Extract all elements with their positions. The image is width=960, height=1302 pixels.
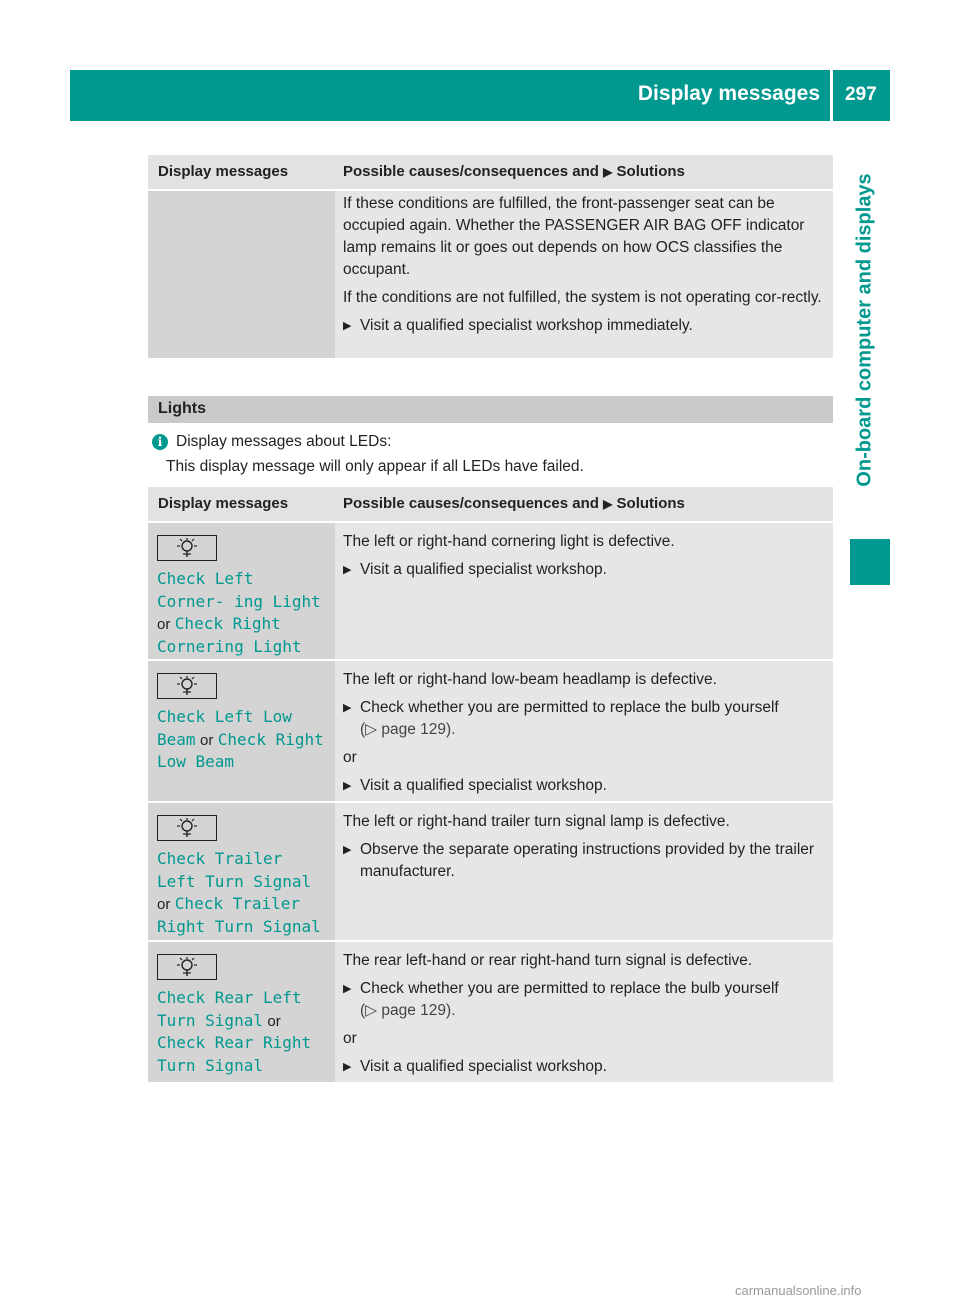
side-tab [840, 135, 890, 525]
step: ▶ Check whether you are permitted to replace the bulb yourself (▷ page 129). [343, 978, 825, 1022]
table-row [148, 801, 833, 940]
bulb-failure-icon [157, 673, 217, 699]
arrow-right-icon: ▶ [343, 1061, 352, 1073]
arrow-right-icon: ▶ [343, 320, 352, 332]
side-tab-label: On-board computer and displays [853, 173, 876, 487]
step: ▶ Visit a qualified specialist workshop. [343, 1056, 825, 1078]
arrow-right-icon: ▶ [603, 165, 613, 179]
header-bar [70, 70, 890, 121]
arrow-right-icon: ▶ [343, 564, 352, 576]
page-number: 297 [845, 84, 877, 105]
watermark: carmanualsonline.info [735, 1283, 862, 1298]
header-col-causes: Possible causes/consequences and ▶ Solutions [343, 163, 685, 180]
bulb-failure-icon [157, 535, 217, 561]
info-note-detail: This display message will only appear if all LEDs have failed. [166, 458, 584, 475]
paragraph: If these conditions are fulfilled, the front-passenger seat can be occupied again. Whether the PASSENGER AIR BAG OFF indicator lamp remains lit or goes out depends on how OCS classifies the occupant. [343, 195, 805, 278]
display-message: Check Rear Left Turn Signal or Check Rear Right Turn Signal [157, 988, 312, 1075]
display-message: Check Left Low Beam or Check Right Low Beam [157, 707, 324, 771]
arrow-right-icon: ▶ [343, 780, 352, 792]
paragraph: If the conditions are not fulfilled, the system is not operating cor-rectly. [343, 289, 822, 306]
table-row [148, 189, 833, 358]
page-reference[interactable]: (▷ page 129). [360, 1002, 456, 1019]
step: ▶ Visit a qualified specialist workshop. [343, 559, 825, 581]
step: ▶ Observe the separate operating instructions provided by the trailer manufacturer. [343, 839, 825, 883]
page-reference[interactable]: (▷ page 129). [360, 721, 456, 738]
table-header [148, 487, 833, 521]
bulb-failure-icon [157, 815, 217, 841]
or-text: or [343, 749, 357, 766]
arrow-right-icon: ▶ [343, 844, 352, 856]
cause-text: The rear left-hand or rear right-hand turn signal is defective. [343, 952, 753, 969]
step: ▶ Visit a qualified specialist workshop immediately. [343, 315, 825, 337]
table-row [148, 521, 833, 659]
info-icon: i [152, 434, 168, 450]
arrow-right-icon: ▶ [343, 983, 352, 995]
display-message: Check Left Corner‐ ing Light or Check Right Cornering Light [157, 569, 321, 656]
info-note: i Display messages about LEDs: [152, 433, 391, 451]
side-tab-block [850, 539, 890, 585]
header-col-display-messages: Display messages [158, 495, 289, 512]
step: ▶ Check whether you are permitted to replace the bulb yourself (▷ page 129). [343, 697, 825, 741]
arrow-right-icon: ▶ [603, 497, 613, 511]
header-col-causes: Possible causes/consequences and ▶ Solutions [343, 495, 685, 512]
top-table [148, 155, 833, 358]
header-divider [830, 70, 833, 121]
cause-text: The left or right-hand low-beam headlamp is defective. [343, 671, 717, 688]
section-heading-lights: Lights [148, 396, 833, 423]
lights-table [148, 487, 833, 1082]
display-message: Check Trailer Left Turn Signal or Check Trailer Right Turn Signal [157, 849, 321, 936]
header-col-display-messages: Display messages [158, 163, 289, 180]
bulb-failure-icon [157, 954, 217, 980]
arrow-right-icon: ▶ [343, 702, 352, 714]
or-text: or [343, 1030, 357, 1047]
table-row [148, 940, 833, 1082]
table-header [148, 155, 833, 189]
cause-text: The left or right-hand trailer turn signal lamp is defective. [343, 813, 730, 830]
step: ▶ Visit a qualified specialist workshop. [343, 775, 825, 797]
table-row [148, 659, 833, 801]
header-title: Display messages [637, 82, 820, 105]
cause-text: The left or right-hand cornering light is defective. [343, 533, 675, 550]
